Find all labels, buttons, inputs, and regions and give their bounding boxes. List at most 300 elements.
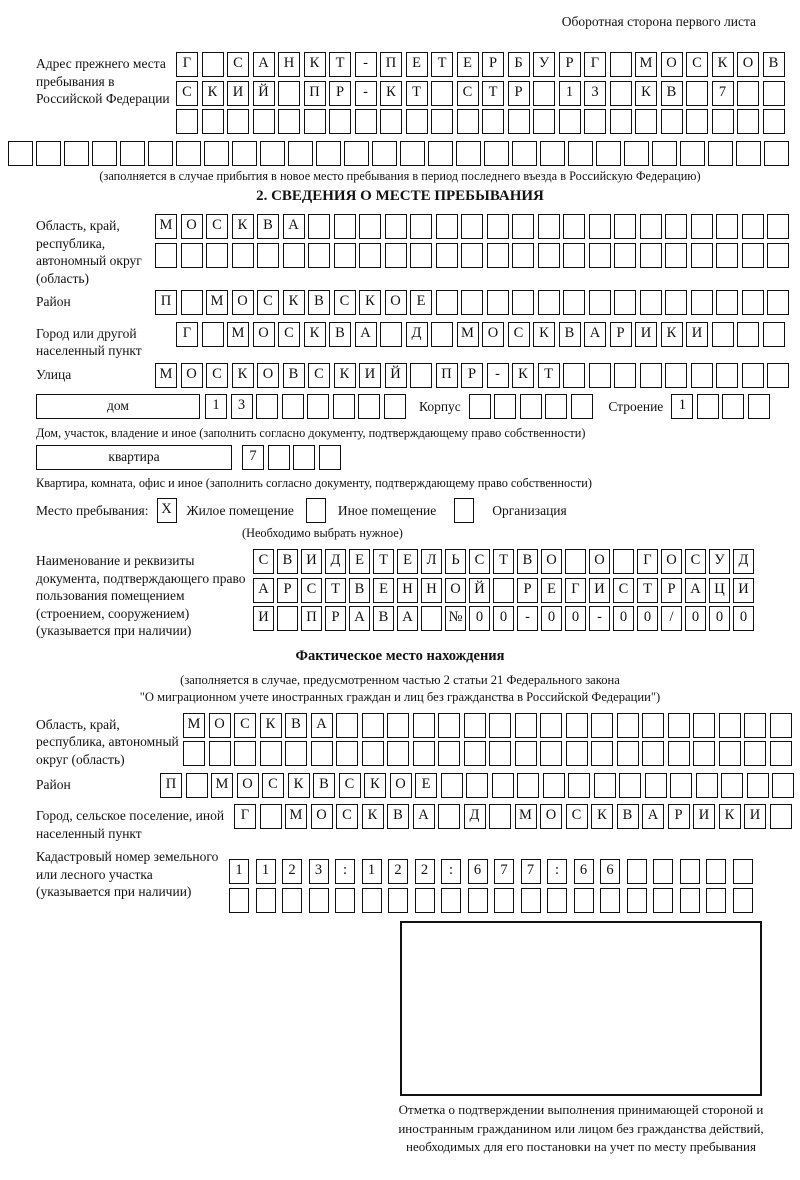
field-region [36,214,800,287]
char-cell: Е [410,290,432,315]
char-cell [737,109,759,134]
char-cell [436,290,458,315]
char-cell: О [661,52,683,77]
char-cell [742,290,764,315]
char-cell: П [160,773,182,798]
char-cell [719,741,741,766]
char-cell: К [304,322,326,347]
char-cell [456,141,481,166]
char-cell: Р [668,804,690,829]
char-cell [691,363,713,388]
char-cell: К [283,290,305,315]
char-cell [600,888,620,913]
char-cell: Р [517,578,538,603]
char-cell: Р [325,606,346,631]
char-cell: 1 [559,81,581,106]
char-cell: А [397,606,418,631]
char-cell [617,741,639,766]
char-cell [706,888,726,913]
char-cell [92,141,117,166]
char-cell [288,141,313,166]
char-cell [278,109,300,134]
char-cell: К [512,363,534,388]
char-cell [441,888,461,913]
char-cell: : [441,859,461,884]
char-cell [256,888,276,913]
char-cell [362,888,382,913]
char-cell [282,888,302,913]
char-cell: И [733,578,754,603]
char-cell: К [635,81,657,106]
char-cell [533,81,555,106]
char-cell [668,713,690,738]
char-cell [668,741,690,766]
char-cell [335,888,355,913]
char-cell: 1 [362,859,382,884]
char-cell: К [533,322,555,347]
char-cell: М [227,322,249,347]
char-cell: 7 [242,445,264,470]
cadastral-row-2 [229,888,759,913]
char-cell: А [642,804,664,829]
char-cell [767,214,789,239]
char-cell [543,773,565,798]
char-cell [767,290,789,315]
char-cell: В [387,804,409,829]
char-cell [571,394,593,419]
char-cell: А [355,322,377,347]
char-cell [309,888,329,913]
char-cell: 0 [493,606,514,631]
char-cell [763,322,785,347]
char-cell: И [686,322,708,347]
char-cell: С [686,52,708,77]
char-cell [691,290,713,315]
char-cell [431,109,453,134]
char-cell [770,741,792,766]
char-cell [202,109,224,134]
char-cell: А [349,606,370,631]
char-cell [457,109,479,134]
char-cell: 3 [231,394,253,419]
char-cell: В [285,713,307,738]
char-cell: 3 [309,859,329,884]
prev-address-row-2 [176,81,788,106]
char-cell [591,713,613,738]
char-cell: Г [637,549,658,574]
char-cell: Д [406,322,428,347]
char-cell: Т [325,578,346,603]
char-cell [438,804,460,829]
char-cell: О [482,322,504,347]
char-cell [742,214,764,239]
char-cell: М [515,804,537,829]
char-cell: Д [325,549,346,574]
char-cell [362,741,384,766]
char-cell [642,713,664,738]
char-cell [410,243,432,268]
char-cell [319,445,341,470]
char-cell: К [362,804,384,829]
char-cell [283,243,305,268]
char-cell [763,109,785,134]
char-cell: И [589,578,610,603]
char-cell [204,141,229,166]
char-cell: Р [482,52,504,77]
char-cell: М [155,363,177,388]
char-cell [719,713,741,738]
char-cell [517,773,539,798]
char-cell [336,713,358,738]
char-cell [691,243,713,268]
char-cell [253,109,275,134]
actual-location-note-line2: "О миграционном учете иностранных граждан и лиц без гражданства в Российской Федерации") [139,689,661,704]
char-cell: В [257,214,279,239]
char-cell: А [253,578,274,603]
char-cell: Р [661,578,682,603]
char-cell: Е [397,549,418,574]
char-cell [431,322,453,347]
char-cell: - [487,363,509,388]
char-cell: 6 [600,859,620,884]
char-cell [520,394,542,419]
char-cell: С [508,322,530,347]
char-cell: 1 [229,859,249,884]
prev-address-row-3 [176,109,788,134]
char-cell: П [301,606,322,631]
char-cell: О [589,549,610,574]
char-cell [767,363,789,388]
char-cell [665,214,687,239]
char-cell [772,773,794,798]
char-cell [209,741,231,766]
char-cell [384,394,406,419]
field-apartment [36,445,800,474]
char-cell: М [206,290,228,315]
char-cell [278,81,300,106]
char-cell: Н [421,578,442,603]
char-cell: С [566,804,588,829]
char-cell [183,741,205,766]
char-cell [387,741,409,766]
char-cell [385,243,407,268]
cadastral-label: Кадастровый номер земельного или лесного участка (указывается при наличии) [36,849,219,899]
char-cell: Р [329,81,351,106]
char-cell: А [685,578,706,603]
char-cell [410,214,432,239]
house-note: Дом, участок, владение и иное (заполнить согласно документу, подтверждающему право собственности) [36,425,586,440]
actual-district-label: Район [36,776,71,792]
korpus-label: Корпус [419,399,461,414]
header-note: Оборотная сторона первого листа [561,14,756,29]
actual-city-label: Город, сельское поселение, иной населенный пункт [36,808,225,841]
char-cell: 6 [574,859,594,884]
char-cell: № [445,606,466,631]
char-cell: К [260,713,282,738]
char-cell: С [613,578,634,603]
char-cell [355,109,377,134]
char-cell [640,214,662,239]
char-cell: А [311,713,333,738]
char-cell [410,363,432,388]
char-cell: В [617,804,639,829]
char-cell: Н [278,52,300,77]
char-cell [232,243,254,268]
char-cell [744,741,766,766]
char-cell [566,713,588,738]
char-cell [661,109,683,134]
char-cell: - [589,606,610,631]
cadastral-row-1 [229,859,759,884]
char-cell [202,52,224,77]
char-cell: Т [329,52,351,77]
char-cell: А [253,52,275,77]
char-cell: М [183,713,205,738]
char-cell: И [253,606,274,631]
district-label: Район [36,294,71,309]
char-cell [610,81,632,106]
char-cell: О [540,804,562,829]
char-cell: 2 [282,859,302,884]
char-cell [515,741,537,766]
char-cell: К [334,363,356,388]
char-cell: У [709,549,730,574]
char-cell: К [304,52,326,77]
char-cell: 2 [415,859,435,884]
char-cell: Б [508,52,530,77]
char-cell [494,888,514,913]
char-cell [706,859,726,884]
char-cell: М [211,773,233,798]
char-cell [234,741,256,766]
char-cell [428,141,453,166]
char-cell [619,773,641,798]
char-cell [461,290,483,315]
char-cell: О [385,290,407,315]
char-cell [257,243,279,268]
checkbox-other-premises [306,498,326,523]
stroenie-row [671,394,773,419]
char-cell [176,141,201,166]
actual-location-note-line1: (заполняется в случае, предусмотренном частью 2 статьи 21 Федерального закона [180,672,620,687]
char-cell: В [349,578,370,603]
char-cell: С [336,804,358,829]
char-cell: П [155,290,177,315]
char-cell [559,109,581,134]
char-cell [148,141,173,166]
char-cell: К [232,363,254,388]
char-cell [733,859,753,884]
field-city [36,322,800,360]
char-cell: Е [406,52,428,77]
char-cell [512,243,534,268]
char-cell [665,243,687,268]
char-cell: В [313,773,335,798]
char-cell [538,243,560,268]
char-cell: : [335,859,355,884]
char-cell [464,713,486,738]
char-cell [120,141,145,166]
char-cell [640,363,662,388]
document-row-3 [253,606,757,631]
char-cell [308,214,330,239]
char-cell: Г [234,804,256,829]
char-cell [8,141,33,166]
place-type-label: Место пребывания: [36,502,149,518]
char-cell: С [227,52,249,77]
char-cell: 6 [468,859,488,884]
char-cell: - [355,81,377,106]
char-cell: Т [431,52,453,77]
char-cell [610,52,632,77]
char-cell [540,741,562,766]
char-cell [693,741,715,766]
char-cell [742,363,764,388]
char-cell: О [253,322,275,347]
char-cell: О [237,773,259,798]
char-cell: И [227,81,249,106]
char-cell [256,394,278,419]
char-cell: А [584,322,606,347]
char-cell [64,141,89,166]
char-cell: М [285,804,307,829]
char-cell [512,141,537,166]
char-cell: М [457,322,479,347]
section2-title: 2. СВЕДЕНИЯ О МЕСТЕ ПРЕБЫВАНИЯ [256,188,544,204]
char-cell [748,394,770,419]
char-cell: С [206,363,228,388]
char-cell: В [763,52,785,77]
char-cell: Д [733,549,754,574]
checkbox-residential: X [157,498,177,523]
char-cell [680,888,700,913]
char-cell [202,322,224,347]
char-cell: К [380,81,402,106]
char-cell [686,109,708,134]
char-cell: 1 [205,394,227,419]
char-cell [665,363,687,388]
char-cell: О [181,363,203,388]
char-cell [461,214,483,239]
char-cell [712,322,734,347]
char-cell: Р [508,81,530,106]
char-cell [232,141,257,166]
char-cell [482,109,504,134]
char-cell: Т [406,81,428,106]
char-cell: П [436,363,458,388]
char-cell [653,859,673,884]
char-cell [645,773,667,798]
prev-address-label: Адрес прежнего места пребывания в Российской Федерации [36,56,170,106]
char-cell [680,859,700,884]
char-cell: О [311,804,333,829]
char-cell [380,109,402,134]
char-cell [436,243,458,268]
char-cell: Т [637,578,658,603]
char-cell: С [262,773,284,798]
char-cell [627,859,647,884]
korpus-row [469,394,597,419]
city-row [176,322,788,347]
char-cell [565,549,586,574]
char-cell [400,141,425,166]
char-cell [767,243,789,268]
char-cell [282,394,304,419]
char-cell [737,81,759,106]
char-cell: 1 [671,394,693,419]
char-cell: - [355,52,377,77]
char-cell [712,109,734,134]
char-cell [487,243,509,268]
char-cell: И [359,363,381,388]
char-cell: Т [538,363,560,388]
char-cell: Н [397,578,418,603]
char-cell [627,888,647,913]
char-cell: К [359,290,381,315]
char-cell: С [253,549,274,574]
char-cell [589,243,611,268]
char-cell: Т [482,81,504,106]
char-cell [487,290,509,315]
char-cell [359,214,381,239]
char-cell: В [661,81,683,106]
char-cell: К [364,773,386,798]
char-cell [359,243,381,268]
char-cell [563,243,585,268]
char-cell [591,741,613,766]
char-cell [464,741,486,766]
char-cell: Д [464,804,486,829]
char-cell [614,243,636,268]
field-actual-region [36,713,800,770]
char-cell [708,141,733,166]
char-cell [624,141,649,166]
char-cell [547,888,567,913]
char-cell [304,109,326,134]
char-cell [436,214,458,239]
char-cell: К [712,52,734,77]
char-cell [716,363,738,388]
registration-stamp-box [400,921,762,1096]
char-cell [533,109,555,134]
char-cell [614,363,636,388]
char-cell [358,394,380,419]
char-cell [186,773,208,798]
char-cell [737,322,759,347]
char-cell: / [661,606,682,631]
char-cell: 0 [469,606,490,631]
char-cell [489,713,511,738]
district-row [155,290,793,315]
char-cell [415,888,435,913]
char-cell [693,713,715,738]
char-cell [438,713,460,738]
place-type-note: (Необходимо выбрать нужное) [242,526,403,540]
char-cell [589,290,611,315]
char-cell [489,741,511,766]
actual-region-row-2 [183,741,795,766]
char-cell: Е [349,549,370,574]
char-cell: М [635,52,657,77]
char-cell: Г [565,578,586,603]
char-cell: К [591,804,613,829]
char-cell [512,290,534,315]
char-cell [307,394,329,419]
char-cell [764,141,789,166]
char-cell: Р [277,578,298,603]
char-cell: Г [176,322,198,347]
char-cell [691,214,713,239]
